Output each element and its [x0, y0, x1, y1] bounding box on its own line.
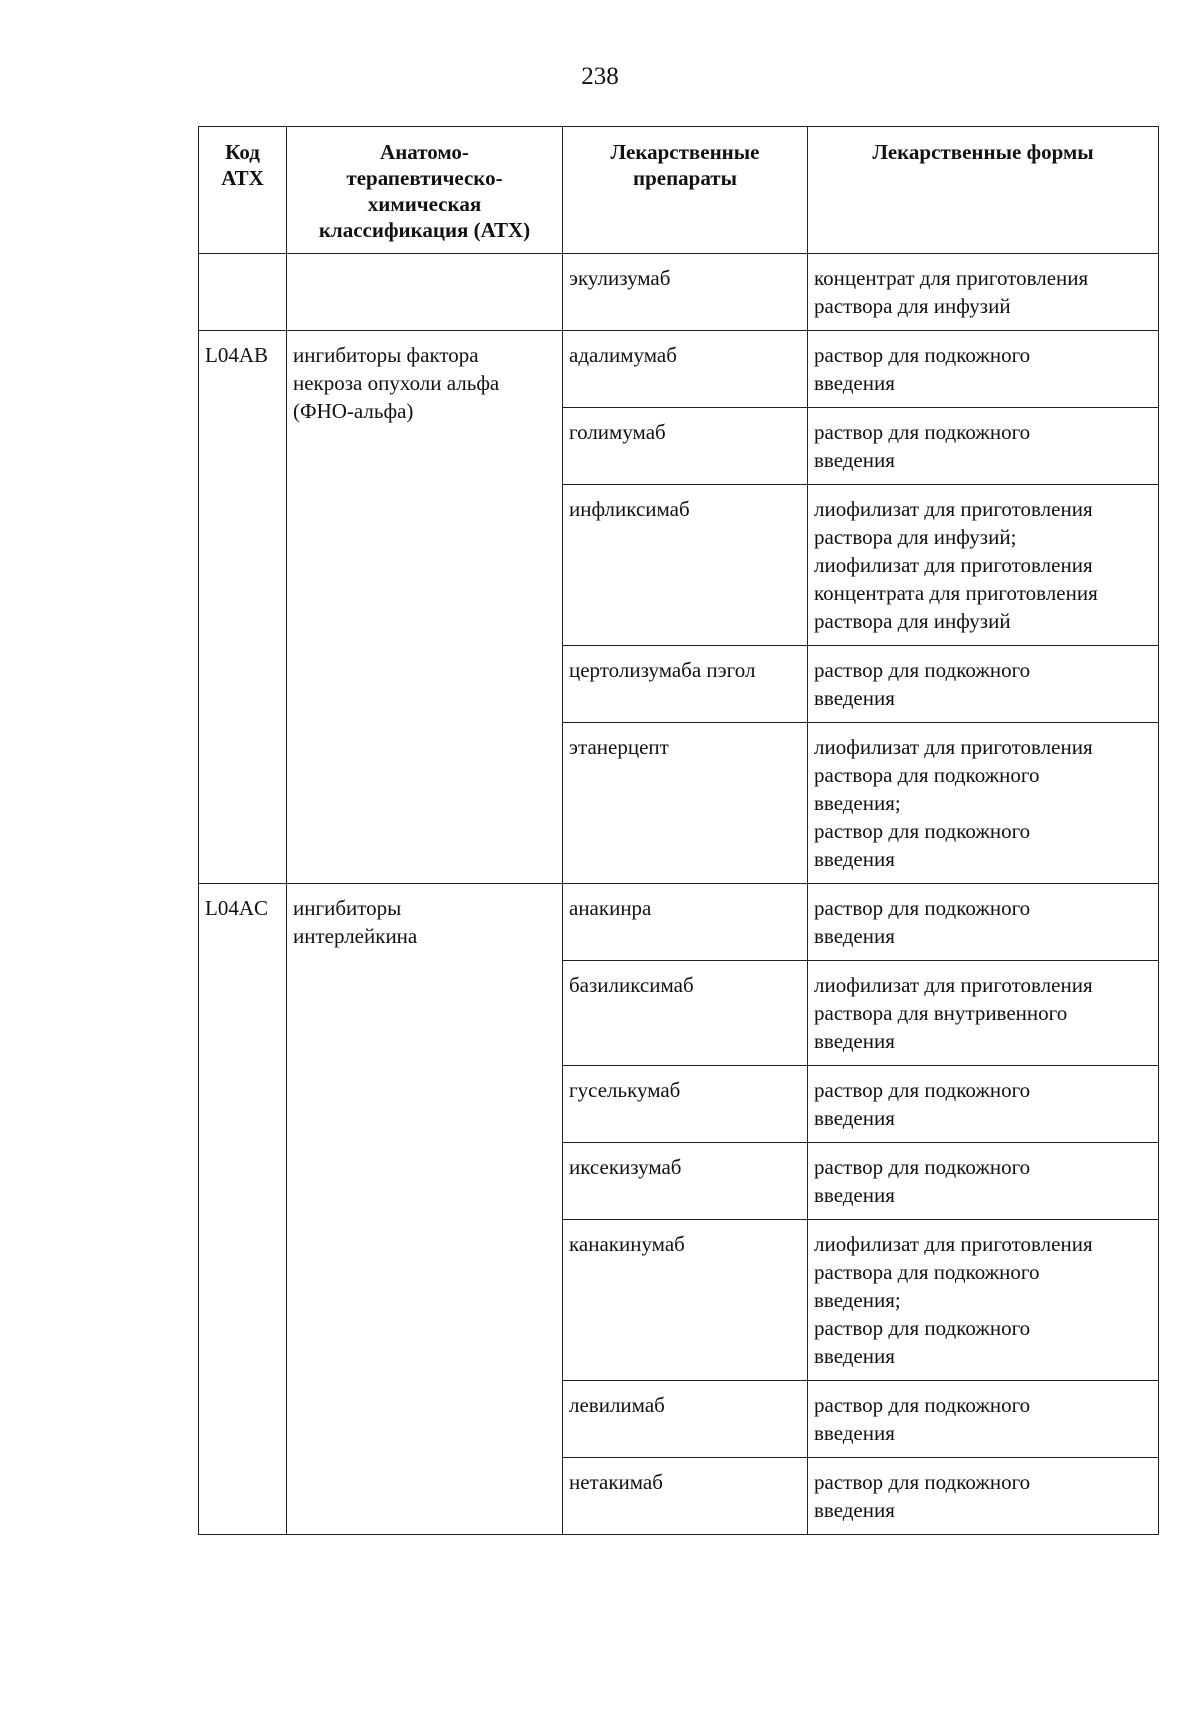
- drug-cell: инфликсимаб: [563, 485, 808, 646]
- atc-code-cell: L04AC: [199, 884, 287, 1535]
- dosage-form-cell: лиофилизат для приготовления раствора для подкожного введения; раствор для подкожного введения: [808, 1220, 1159, 1381]
- drug-cell: этанерцепт: [563, 723, 808, 884]
- dosage-form-cell: лиофилизат для приготовления раствора для инфузий; лиофилизат для приготовления концентрата для приготовления раствора для инфузий: [808, 485, 1159, 646]
- dosage-form-cell: раствор для подкожного введения: [808, 884, 1159, 961]
- dosage-form-cell: концентрат для приготовления раствора для инфузий: [808, 254, 1159, 331]
- page-number: 238: [581, 63, 619, 90]
- drug-cell: цертолизумаба пэгол: [563, 646, 808, 723]
- table-row: [199, 884, 1159, 961]
- header-atc-code: Код АТХ: [199, 127, 287, 254]
- table-row: [199, 331, 1159, 408]
- drug-cell: адалимумаб: [563, 331, 808, 408]
- drug-cell: базиликсимаб: [563, 961, 808, 1066]
- header-atc-classification: Анатомо- терапевтическо- химическая классификация (АТХ): [287, 127, 563, 254]
- dosage-form-cell: лиофилизат для приготовления раствора для подкожного введения; раствор для подкожного введения: [808, 723, 1159, 884]
- dosage-form-cell: раствор для подкожного введения: [808, 1458, 1159, 1535]
- header-drugs: Лекарственные препараты: [563, 127, 808, 254]
- atc-classification-cell: ингибиторы фактора некроза опухоли альфа (ФНО-альфа): [287, 331, 563, 884]
- dosage-form-cell: раствор для подкожного введения: [808, 408, 1159, 485]
- drug-cell: нетакимаб: [563, 1458, 808, 1535]
- drug-cell: канакинумаб: [563, 1220, 808, 1381]
- drug-cell: иксекизумаб: [563, 1143, 808, 1220]
- drug-cell: экулизумаб: [563, 254, 808, 331]
- atc-code-cell: [199, 254, 287, 331]
- dosage-form-cell: раствор для подкожного введения: [808, 331, 1159, 408]
- dosage-form-cell: раствор для подкожного введения: [808, 1381, 1159, 1458]
- atc-classification-cell: [287, 254, 563, 331]
- drug-cell: гуселькумаб: [563, 1066, 808, 1143]
- dosage-form-cell: лиофилизат для приготовления раствора для внутривенного введения: [808, 961, 1159, 1066]
- atc-code-cell: L04AB: [199, 331, 287, 884]
- header-dosage-forms: Лекарственные формы: [808, 127, 1159, 254]
- table-header-row: [199, 127, 1159, 254]
- dosage-form-cell: раствор для подкожного введения: [808, 1066, 1159, 1143]
- atc-table: [198, 126, 1159, 1535]
- table-row: [199, 254, 1159, 331]
- dosage-form-cell: раствор для подкожного введения: [808, 646, 1159, 723]
- drug-cell: левилимаб: [563, 1381, 808, 1458]
- dosage-form-cell: раствор для подкожного введения: [808, 1143, 1159, 1220]
- drug-cell: голимумаб: [563, 408, 808, 485]
- atc-classification-cell: ингибиторы интерлейкина: [287, 884, 563, 1535]
- drug-cell: анакинра: [563, 884, 808, 961]
